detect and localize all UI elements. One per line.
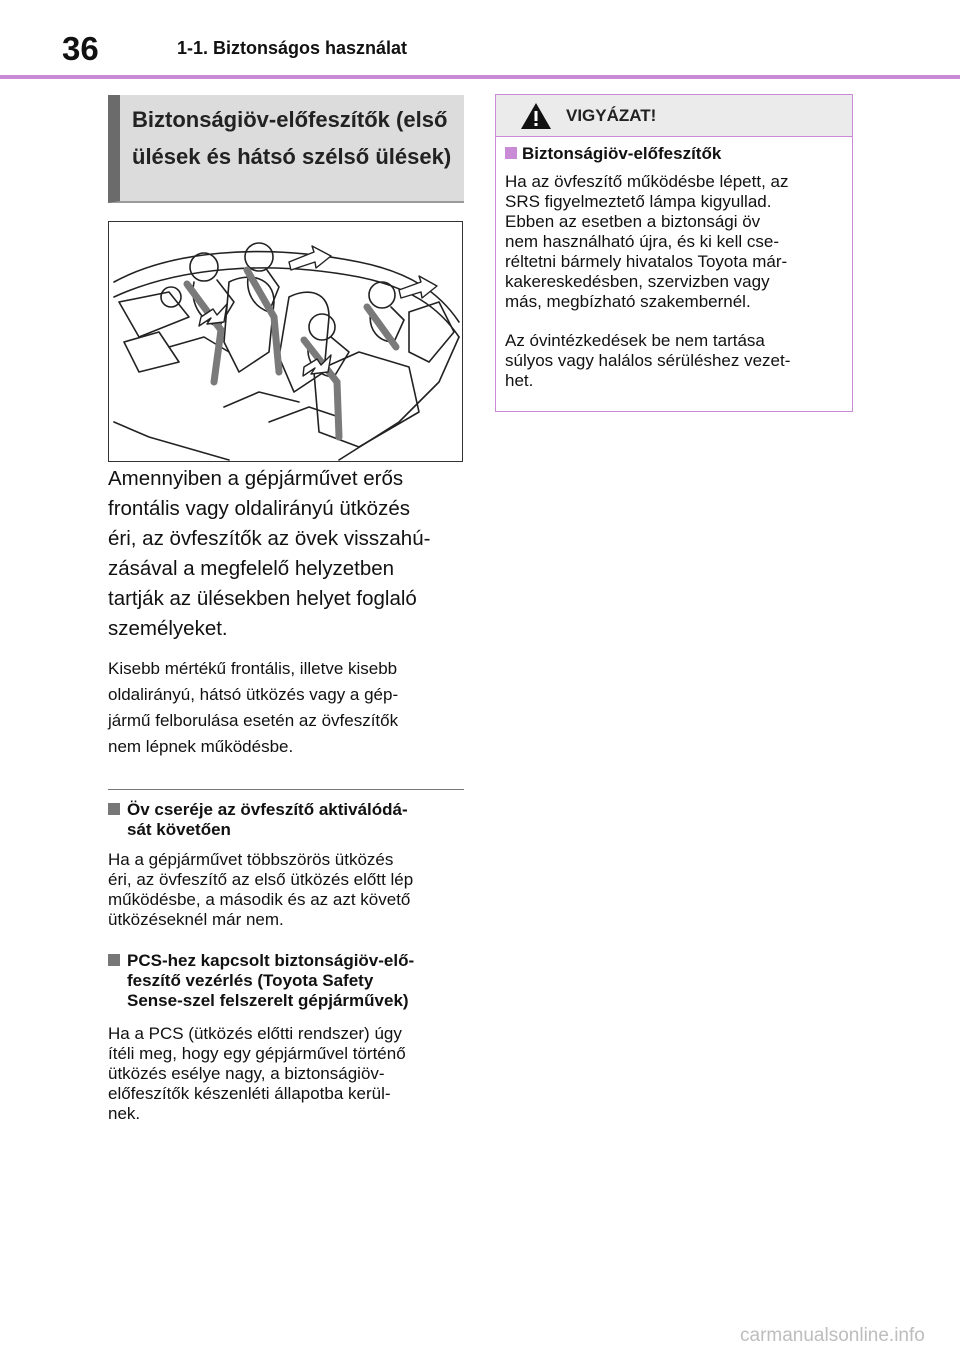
caution-paragraph-1 <box>505 172 845 312</box>
minor-collision-note <box>108 656 468 760</box>
text-line: személyeket. <box>108 617 228 640</box>
text-line: előfeszítők készenléti állapotba kerül- <box>108 1084 391 1103</box>
section-title-box <box>108 95 464 203</box>
square-bullet-icon <box>108 803 120 815</box>
text-line: kakereskedésben, szervizben vagy <box>505 272 770 291</box>
subsection-heading-pcs-control <box>108 951 466 1011</box>
text-line: frontális vagy oldalirányú ütközés <box>108 497 410 520</box>
text-line: súlyos vagy halálos sérüléshez vezet- <box>505 351 791 370</box>
text-line: tartják az ülésekben helyet foglaló <box>108 587 417 610</box>
subsection-body-pcs-control <box>108 1024 468 1124</box>
page-number: 36 <box>62 30 99 67</box>
car-interior-drawing <box>109 222 463 462</box>
text-line: Amennyiben a gépjárművet erős <box>108 467 404 490</box>
text-line: zásával a megfelelő helyzetben <box>108 557 395 580</box>
heading-line: Sense-szel felszerelt gépjárművek) <box>127 991 409 1010</box>
text-line: Kisebb mértékű frontális, illetve kisebb <box>108 659 398 678</box>
subsection-body-belt-replacement <box>108 850 468 930</box>
text-line: Ha a PCS (ütközés előtti rendszer) úgy <box>108 1024 402 1043</box>
text-line: ütközés esélye nagy, a biztonságiöv- <box>108 1064 385 1083</box>
intro-paragraph <box>108 464 468 644</box>
text-line: működésbe, a második és az azt követő <box>108 890 411 909</box>
text-line: nem használható újra, és ki kell cse- <box>505 232 780 251</box>
text-line: éri, az övfeszítő az első ütközés előtt lép <box>108 870 414 889</box>
text-line: nek. <box>108 1104 141 1123</box>
text-line: het. <box>505 371 534 390</box>
section-title: Biztonságiöv-előfeszítők (első ülések és hátsó szélső ülések) <box>132 107 452 169</box>
square-bullet-icon <box>505 147 517 159</box>
heading-line: Öv cseréje az övfeszítő aktiválódá- <box>127 800 408 819</box>
subsection-heading-belt-replacement <box>108 800 466 840</box>
text-line: éri, az övfeszítők az övek visszahú- <box>108 527 431 550</box>
seatbelt-pretensioner-illustration <box>108 221 463 462</box>
text-line: ütközéseknél már nem. <box>108 910 284 929</box>
heading-line: feszítő vezérlés (Toyota Safety <box>127 971 374 990</box>
text-line: oldalirányú, hátsó ütközés vagy a gép- <box>108 685 399 704</box>
text-line: ítéli meg, hogy egy gépjárművel történő <box>108 1044 406 1063</box>
caution-box <box>495 94 853 412</box>
caution-header <box>496 95 852 137</box>
text-line: réltetni bármely hivatalos Toyota már- <box>505 252 788 271</box>
watermark-logo: carmanualsonline.info <box>740 1325 925 1346</box>
text-line: SRS figyelmeztető lámpa kigyullad. <box>505 192 772 211</box>
text-line: Ha a gépjárművet többszörös ütközés <box>108 850 394 869</box>
text-line: más, megbízható szakembernél. <box>505 292 751 311</box>
heading-line: sát követően <box>127 820 231 839</box>
caution-paragraph-2 <box>505 331 845 391</box>
text-line: jármű felborulása esetén az övfeszítők <box>108 711 399 730</box>
text-line: nem lépnek működésbe. <box>108 737 294 756</box>
text-line: Ha az övfeszítő működésbe lépett, az <box>505 172 789 191</box>
header-rule <box>0 75 960 79</box>
caution-title: VIGYÁZAT! <box>566 106 657 125</box>
section-divider <box>108 789 464 790</box>
text-line: Az óvintézkedések be nem tartása <box>505 331 765 350</box>
caution-subheading: Biztonságiöv-előfeszítők <box>505 144 845 164</box>
text-line: Ebben az esetben a biztonsági öv <box>505 212 761 231</box>
heading-line: PCS-hez kapcsolt biztonságiöv-elő- <box>127 951 415 970</box>
warning-triangle-icon <box>519 101 553 131</box>
page-header <box>0 0 960 80</box>
square-bullet-icon <box>108 954 120 966</box>
chapter-title: 1-1. Biztonságos használat <box>177 38 408 58</box>
